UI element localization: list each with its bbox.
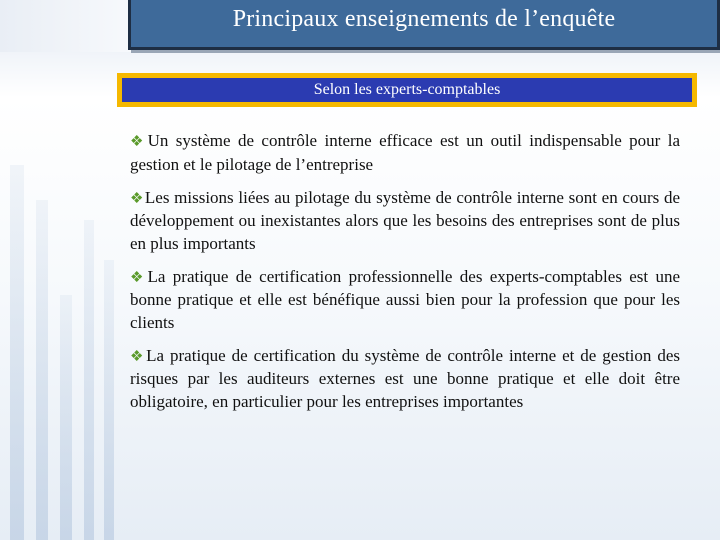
bullet-item xyxy=(130,345,680,414)
bullet-item xyxy=(130,187,680,256)
subtitle-text: Selon les experts-comptables xyxy=(313,81,501,98)
decorative-bar xyxy=(36,200,48,540)
decorative-bar xyxy=(84,220,94,540)
bullet-item xyxy=(130,130,680,176)
bullet-list xyxy=(130,130,680,424)
page-title: Principaux enseignements de l’enquête xyxy=(232,6,616,32)
bullet-text: La pratique de certification du système de contrôle interne et de gestion des risques par les auditeurs externes est une bonne pratique et elle doit être obligatoire, en particulier pour les entreprises importantes xyxy=(130,345,680,411)
subtitle-banner xyxy=(117,73,697,107)
diamond-bullet-icon: ❖ xyxy=(130,134,147,150)
diamond-bullet-icon: ❖ xyxy=(130,348,146,365)
decorative-bar xyxy=(60,295,72,540)
title-banner xyxy=(128,0,720,50)
diamond-bullet-icon: ❖ xyxy=(130,190,144,207)
bullet-text: Un système de contrôle interne efficace est un outil indispensable pour la gestion et le pilotage de l’entreprise xyxy=(130,131,680,174)
subtitle-inner xyxy=(122,78,692,102)
decorative-bar xyxy=(104,260,114,540)
bullet-item xyxy=(130,266,680,335)
decorative-bars xyxy=(0,0,120,540)
bullet-text: Les missions liées au pilotage du système de contrôle interne sont en cours de développement ou inexistantes alors que les besoins des entreprises sont de plus en plus importants xyxy=(130,187,681,253)
bullet-text: La pratique de certification professionnelle des experts-comptables est une bonne pratique et elle est bénéfique aussi bien pour la profession que pour les clients xyxy=(130,266,681,332)
decorative-bar xyxy=(10,165,24,540)
diamond-bullet-icon: ❖ xyxy=(130,269,147,286)
